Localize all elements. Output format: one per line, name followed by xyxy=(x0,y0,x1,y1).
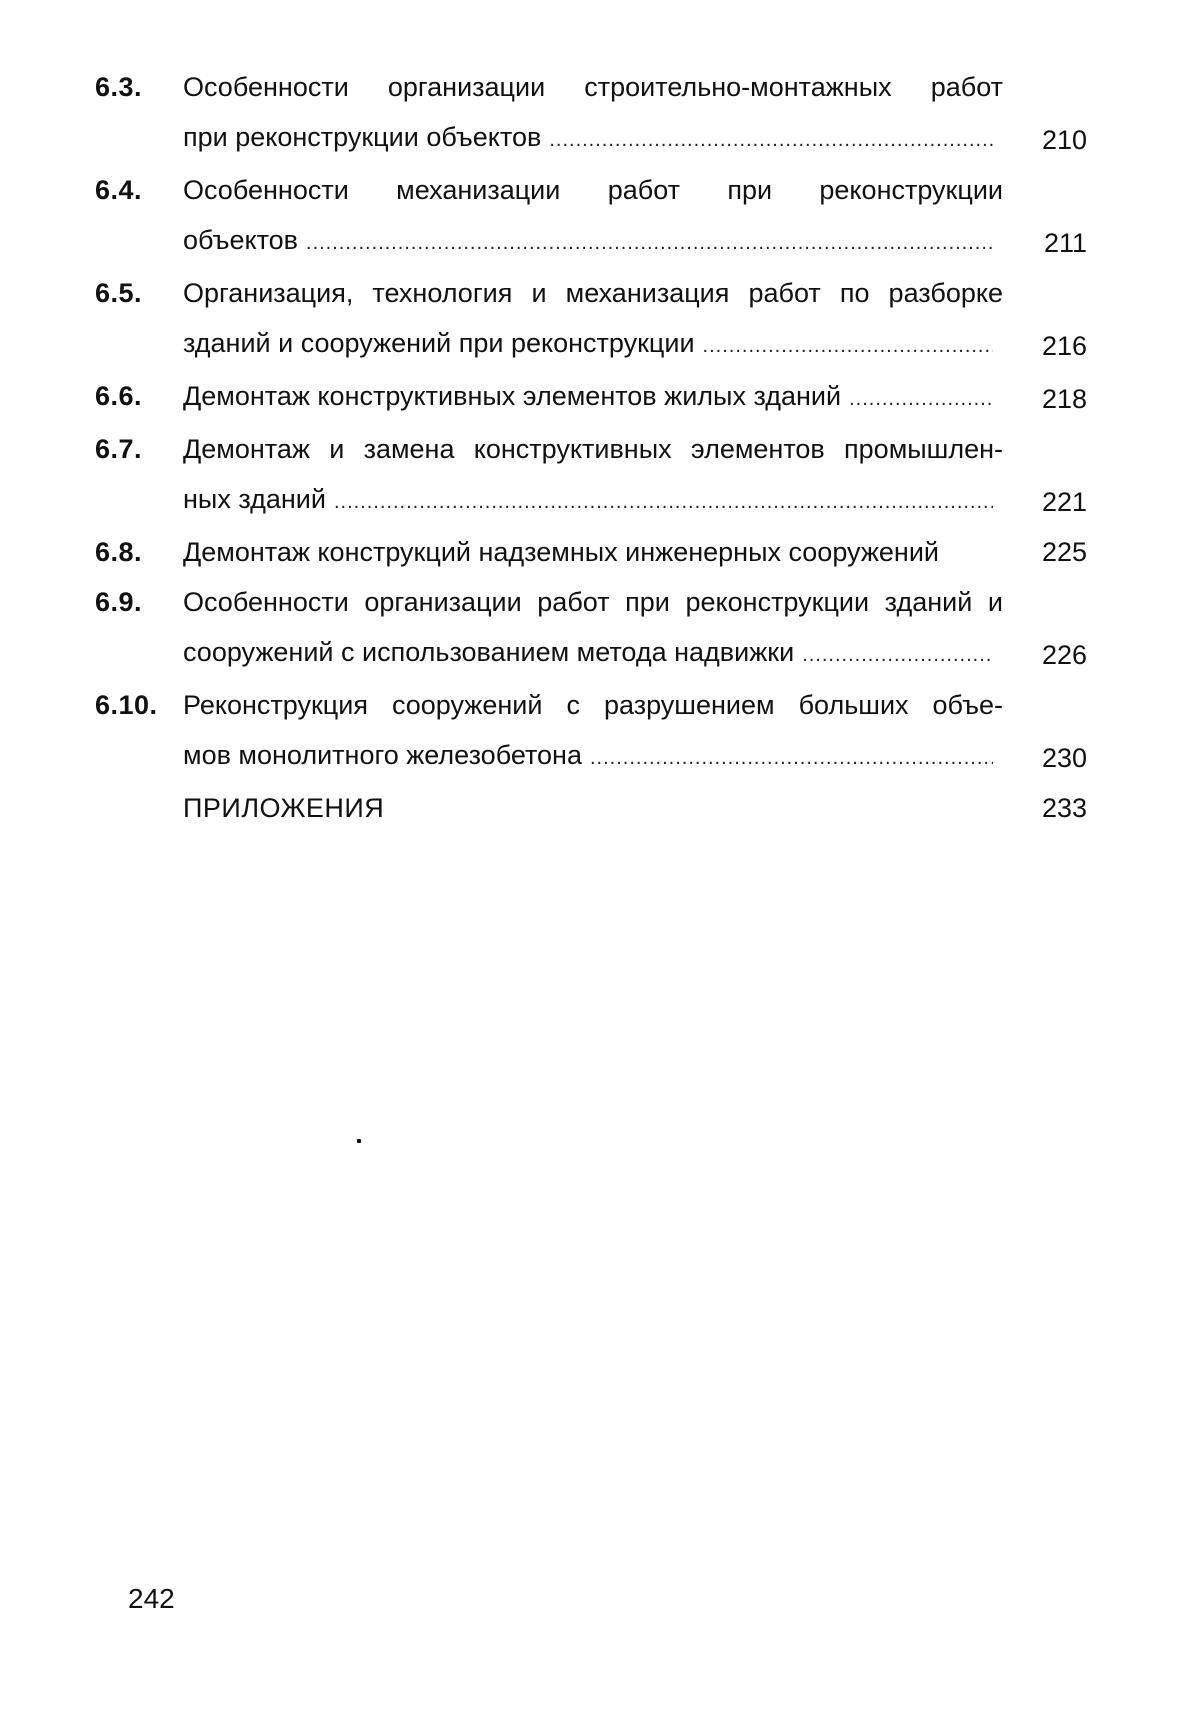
toc-entry-last-line xyxy=(183,474,993,527)
toc-entry-title xyxy=(183,424,1003,527)
toc-entry-6-9 xyxy=(95,577,1115,680)
dot-leader xyxy=(802,630,993,680)
toc-entry-line: Демонтаж конструктивных элементов жилых зданий xyxy=(183,381,842,411)
toc-entry-last-line xyxy=(183,112,993,165)
toc-entry-6-7 xyxy=(95,424,1115,527)
toc-entry-page: 210 xyxy=(1041,125,1087,155)
toc-entry-last-line xyxy=(183,371,993,424)
toc-entry-number: 6.10. xyxy=(95,690,158,720)
toc-entry-title xyxy=(183,165,1003,268)
toc-entry-6-5 xyxy=(95,268,1115,371)
toc-entry-page: 233 xyxy=(1041,793,1087,823)
toc-entry-line: мов монолитного железобетона xyxy=(183,740,582,770)
toc-entry-line: при реконструкции объектов xyxy=(183,122,542,152)
toc-entry-line: Реконструкция сооружений с разрушением больших объе- xyxy=(183,690,1003,720)
toc-entry-page: 225 xyxy=(1041,537,1087,567)
toc-entry-number: 6.3. xyxy=(95,72,143,102)
toc-entry-last-line xyxy=(183,215,993,268)
toc-entry-last-line xyxy=(183,318,993,371)
toc-entry-line: Организация, технология и механизация работ по разборке xyxy=(183,278,1003,308)
toc-entry-line: Особенности организации строительно-монтажных работ xyxy=(183,72,1003,102)
toc-entry-line: зданий и сооружений при реконструкции xyxy=(183,328,695,358)
toc-entry-page: 230 xyxy=(1041,743,1087,773)
toc-entry-title xyxy=(183,527,1003,577)
toc-entry-line: сооружений с использованием метода надвижки xyxy=(183,637,795,667)
toc-entry-page: 211 xyxy=(1043,228,1087,258)
dot-leader xyxy=(849,374,993,424)
toc-entry-title xyxy=(183,62,1003,165)
toc-entry-number: 6.5. xyxy=(95,278,143,308)
dot-leader xyxy=(703,321,993,371)
toc-entry-page: 221 xyxy=(1041,487,1087,517)
toc-entry-line: Особенности организации работ при реконструкции зданий и xyxy=(183,587,1003,617)
toc-entry-line: Демонтаж конструкций надземных инженерных сооружений xyxy=(183,537,939,567)
toc-entry-number: 6.4. xyxy=(95,175,143,205)
toc-entry-number: 6.8. xyxy=(95,537,143,567)
toc-entry-number: 6.6. xyxy=(95,381,143,411)
toc-entry-line: ных зданий xyxy=(183,484,326,514)
toc-entry-title xyxy=(183,783,1003,833)
toc-entry-6-4 xyxy=(95,165,1115,268)
toc-entry-title xyxy=(183,268,1003,371)
toc-entry-appendix xyxy=(95,783,1115,833)
dot-leader xyxy=(334,477,993,527)
page-number: 242 xyxy=(128,1583,175,1614)
toc-entry-line: Особенности механизации работ при реконструкции xyxy=(183,175,1003,205)
toc-entry-last-line xyxy=(183,730,993,783)
table-of-contents xyxy=(95,62,1115,833)
toc-entry-title xyxy=(183,371,1003,424)
toc-entry-6-8 xyxy=(95,527,1115,577)
toc-entry-number: 6.7. xyxy=(95,434,143,464)
toc-entry-line: объектов xyxy=(183,225,299,255)
toc-entry-6-10 xyxy=(95,680,1115,783)
toc-entry-page: 226 xyxy=(1041,640,1087,670)
toc-entry-title xyxy=(183,577,1003,680)
toc-entry-number: 6.9. xyxy=(95,587,143,617)
toc-entry-6-6 xyxy=(95,371,1115,424)
toc-entry-page: 218 xyxy=(1041,384,1087,414)
toc-entry-title xyxy=(183,680,1003,783)
toc-appendix-label: ПРИЛОЖЕНИЯ xyxy=(183,793,385,823)
dot-leader xyxy=(590,733,993,783)
toc-entry-last-line xyxy=(183,627,993,680)
toc-entry-line: Демонтаж и замена конструктивных элементов промышлен- xyxy=(183,434,1003,464)
dot-leader xyxy=(549,115,993,165)
dot-leader xyxy=(306,218,993,268)
toc-entry-6-3 xyxy=(95,62,1115,165)
scan-speck xyxy=(357,1139,361,1143)
toc-entry-page: 216 xyxy=(1041,331,1087,361)
